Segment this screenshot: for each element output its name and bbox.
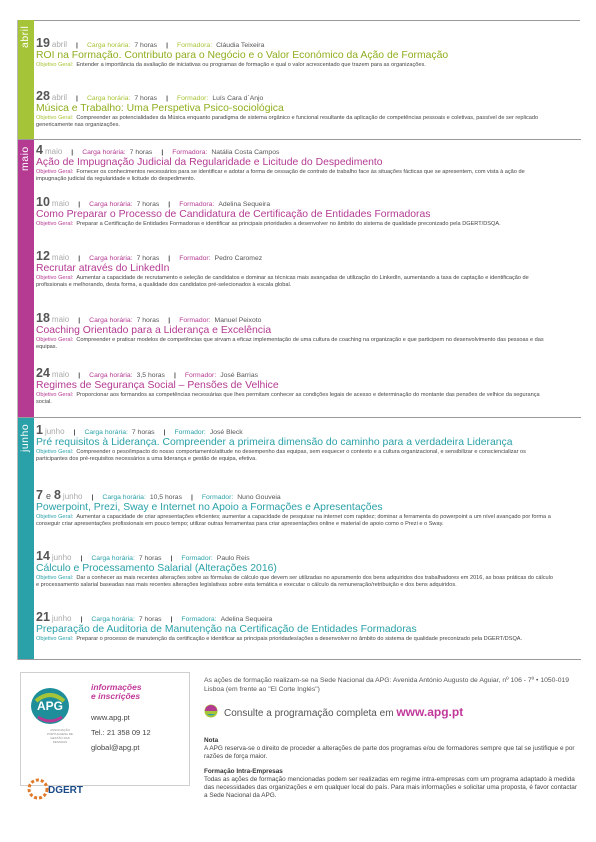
course-day: 19: [36, 36, 50, 50]
course-item: 14 junho | Carga horária: 7 horas | Formador: Paulo Reis Cálculo e Processamento Salarial (Alterações 2016) Objetivo Geral: Dar a conhecer as mais recentes alterações sobre as fórmulas de cálculo que devem ser utilizadas no apuramento dos bens adquiridos dos trabalhadores em 2016, as boas práticas do cálculo e processamento salarial baseadas nas mais recentes alterações legislativas sobre esta temática e executar o cálculo da remuneração/retribuição e dos bens adquiridos.: [36, 550, 576, 588]
course-title: Recrutar através do LinkedIn: [36, 263, 170, 274]
course-item: 12 maio | Carga horária: 7 horas | Formador: Pedro Caromez Recrutar através do LinkedIn Objetivo Geral: Aumentar a capacidade de recrutamento e seleção de candidatos e dominar as técnicas mais avançadas de utilização do LinkedIn, aumentando a taxa de captação e identificação de profissionais e melhorando, desta forma, a qualidade dos candidatos pré-selecionados à escala global.: [36, 250, 576, 288]
logo-subtitle: ASSOCIAÇÃO PORTUGUESA DE GESTÃO DAS PESSOAS: [47, 728, 73, 744]
trainer-label: Formadora:: [181, 616, 217, 623]
contact-box: [20, 672, 190, 786]
course-objective: Objetivo Geral: Compreender as potencialidades da Música enquanto paradigma de sistema orgânico e funcional resultante da aplicação de competências pessoais e coletivas, passível de ser replicado genericamente nas organizações.: [36, 115, 539, 128]
trainer-label: Formador:: [179, 317, 211, 324]
trainer-label: Formador:: [176, 95, 209, 102]
trainer-label: Formadora:: [179, 201, 215, 208]
course-month: junho: [51, 553, 72, 562]
course-hours: 7 horas: [134, 95, 158, 102]
course-trainer: Nuno Gouveia: [237, 494, 281, 501]
course-hours: 10,5 horas: [149, 494, 182, 501]
course-month: junho: [62, 492, 83, 501]
course-trainer: José Bleck: [209, 429, 243, 436]
notes-block: [204, 737, 580, 800]
course-trainer: Adelina Sequeira: [220, 616, 273, 623]
course-day-2: 8: [53, 488, 61, 502]
note-title: Nota: [204, 737, 219, 744]
course-day: 24: [36, 366, 50, 380]
course-day-joiner: e: [45, 491, 51, 501]
workload-label: Carga horária:: [89, 372, 133, 379]
course-hours: 7 horas: [129, 149, 153, 156]
course-title: Regimes de Segurança Social – Pensões de Velhice: [36, 380, 279, 391]
dgert-text: DGERT: [48, 785, 83, 796]
trainer-label: Formador:: [174, 429, 206, 436]
month-divider: [18, 659, 581, 660]
course-item: 28 abril | Carga horária: 7 horas | Formador: Luís Cara d´Anjo Música e Trabalho: Uma Perspetiva Psico-sociológica Objetivo Geral: Compreender as potencialidades da Música enquanto paradigma de sistema orgânico e funcional resultante da aplicação de competências pessoais e coletivas, passível de ser replicado genericamente nas organizações.: [36, 90, 576, 128]
course-month: maio: [51, 253, 70, 262]
course-hours: 7 horas: [136, 317, 160, 324]
course-item: 4 maio | Carga horária: 7 horas | Formadora: Natália Costa Campos Ação de Impugnação Judicial da Regularidade e Licitude do Despedimento Objetivo Geral: Fornecer os conhecimentos necessários para se identificar e adotar a forma de cessação de contrato de trabalho face às situações fácticas que se apresentem, com vista à ação de impugnação judicial da regularidade e licitude do despedimento.: [36, 144, 576, 182]
course-objective: Objetivo Geral: Fornecer os conhecimentos necessários para se identificar e adotar a forma de cessação de contrato de trabalho face às situações fácticas que se apresentem, com vista à ação de impugnação judicial da regularidade e licitude do despedimento.: [36, 169, 525, 182]
info-title: informações e inscrições: [91, 682, 142, 701]
course-objective: Objetivo Geral: Aumentar a capacidade de recrutamento e seleção de candidatos e dominar as técnicas mais avançadas de utilização do LinkedIn, aumentando a taxa de captação e identificação de profissionais e melhorando, desta forma, a qualidade dos candidatos pré-selecionados à escala global.: [36, 275, 529, 288]
course-hours: 7 horas: [134, 42, 158, 49]
course-item: 7 e 8 junho | Carga horária: 10,5 horas | Formador: Nuno Gouveia Powerpoint, Prezi, Sway e Internet no Apoio a Formações e Apresentações Objetivo Geral: Aumentar a capacidade de criar apresentações eficientes; aumentar a capacidade de pesquisar na internet com rapidez; dominar a ferramenta do powerpoint a um nível avançado por forma a conseguir criar apresentações profissionais em pouco tempo; utilizar outras ferramentas para criar apresentações online e material de apoio como o Prezi e o Sway.: [36, 489, 576, 527]
trainer-label: Formador:: [179, 255, 211, 262]
course-objective: Objetivo Geral: Compreender o peso/impacto do nosso comportamento/atitude no desempenho das equipas, sem esquecer o contexto e a cultura organizacional, e sensibilizar e consciencializar os participantes dos pré-requisitos necessários a uma liderança e gestão de equipa, efetiva.: [36, 449, 526, 462]
course-hours: 7 horas: [131, 429, 155, 436]
course-trainer: Manuel Peixoto: [214, 317, 262, 324]
note-text: A APG reserva-se o direito de proceder a alterações de parte dos programas e/ou de formadores sempre que tal se justifique e por razões de força maior.: [204, 745, 575, 761]
course-objective: Objetivo Geral: Entender a importância da avaliação de iniciativas ou programas de formação e qual o valor acrescentado que trazem para as organizações.: [36, 62, 426, 68]
month-label: maio: [19, 146, 31, 171]
course-hours: 7 horas: [138, 555, 162, 562]
course-month: abril: [51, 40, 68, 49]
course-hours: 3,5 horas: [136, 372, 165, 379]
course-item: 19 abril | Carga horária: 7 horas | Formadora: Cláudia Teixeira ROI na Formação. Contributo para o Negócio e o Valor Económico da Ação de Formação Objetivo Geral: Entender a importância da avaliação de iniciativas ou programas de formação e qual o valor acrescentado que trazem para as organizações.: [36, 37, 576, 69]
course-title: Preparação de Auditoria de Manutenção na Certificação de Entidades Formadoras: [36, 624, 417, 635]
course-objective: Objetivo Geral: Dar a conhecer as mais recentes alterações sobre as fórmulas de cálculo que devem ser utilizadas no apuramento dos bens adquiridos dos trabalhadores em 2016, as boas práticas do cálculo e processamento salarial baseadas nas mais recentes alterações legislativas sobre esta temática e executar o cálculo da remuneração/retribuição e dos bens adquiridos.: [36, 575, 553, 588]
course-month: junho: [51, 614, 72, 623]
inhouse-text: Todas as ações de formação mencionadas podem ser realizadas em regime intra-empresas com um programa adaptado à medida das necessidades das organizações e em qualquer local do país. Para mais informações e solicitar uma proposta, é favor contactar a Sede Nacional da APG.: [204, 775, 577, 800]
course-month: maio: [44, 147, 63, 156]
course-objective: Objetivo Geral: Preparar a Certificação de Entidades Formadoras e identificar as principais prioridades a desenvolver no âmbito do sistema de qualidade preconizado pela DGERT/DSQA.: [36, 221, 501, 227]
dgert-logo-icon: [26, 773, 86, 805]
course-item: 10 maio | Carga horária: 7 horas | Formadora: Adelina Sequeira Como Preparar o Processo de Candidatura de Certificação de Entidades Formadoras Objetivo Geral: Preparar a Certificação de Entidades Formadoras e identificar as principais prioridades a desenvolver no âmbito do sistema de qualidade preconizado pela DGERT/DSQA.: [36, 196, 576, 228]
course-title: ROI na Formação. Contributo para o Negócio e o Valor Económico da Ação de Formação: [36, 50, 449, 61]
course-hours: 7 horas: [136, 255, 160, 262]
course-objective: Objetivo Geral: Aumentar a capacidade de criar apresentações eficientes; aumentar a capacidade de pesquisar na internet com rapidez; dominar a ferramenta do powerpoint a um nível avançado por forma a conseguir criar apresentações profissionais em pouco tempo; utilizar outras ferramentas para criar apresentações online e material de apoio como o Prezi e o Sway.: [36, 514, 551, 527]
trainer-label: Formador:: [184, 372, 217, 379]
website-link[interactable]: www.apg.pt: [91, 713, 130, 722]
course-day: 14: [36, 549, 50, 563]
course-trainer: Adelina Sequeira: [218, 201, 271, 208]
course-trainer: Paulo Reis: [216, 555, 250, 562]
course-objective: Objetivo Geral: Proporcionar aos formandos as competências necessárias que lhes permitam conhecer as condições legais de acesso e determinação do montante das pensões de velhice da segurança social.: [36, 392, 540, 405]
course-trainer: Luís Cara d´Anjo: [212, 95, 264, 102]
workload-label: Carga horária:: [86, 42, 131, 49]
venue-address: As ações de formação realizam-se na Sede Nacional da APG: Avenida António Augusto de Aguiar, nº 106 - 7º • 1050-019 Lisboa (em frente ao "El Corte Inglés"): [204, 677, 570, 693]
course-month: junho: [44, 427, 65, 436]
course-month: maio: [51, 199, 70, 208]
course-month: maio: [51, 315, 70, 324]
course-trainer: Pedro Caromez: [214, 255, 263, 262]
trainer-label: Formadora:: [176, 42, 213, 49]
course-title: Como Preparar o Processo de Candidatura de Certificação de Entidades Formadoras: [36, 209, 431, 220]
course-day: 28: [36, 89, 50, 103]
course-item: 21 junho | Carga horária: 7 horas | Formadora: Adelina Sequeira Preparação de Auditoria de Manutenção na Certificação de Entidades Formadoras Objetivo Geral: Preparar o processo de manutenção da certificação e identificar as principais prioridades/ações a desenvolver no âmbito do sistema de qualidade preconizado pela DGERT/DSQA.: [36, 611, 576, 643]
course-day: 18: [36, 311, 50, 325]
phone-number: Tel.: 21 358 09 12: [91, 728, 151, 737]
course-title: Coaching Orientado para a Liderança e Excelência: [36, 325, 272, 336]
course-trainer: Natália Costa Campos: [211, 149, 280, 156]
course-month: maio: [51, 370, 70, 379]
consult-link[interactable]: www.apg.pt: [396, 705, 464, 719]
logo-text: APG: [36, 699, 64, 713]
month-label: abril: [19, 26, 31, 49]
trainer-label: Formador:: [181, 555, 213, 562]
course-title: Powerpoint, Prezi, Sway e Internet no Apoio a Formações e Apresentações: [36, 502, 383, 513]
course-trainer: Cláudia Teixeira: [216, 42, 265, 49]
course-hours: 7 horas: [136, 201, 160, 208]
trainer-label: Formador:: [201, 494, 234, 501]
course-day: 21: [36, 610, 50, 624]
course-day: 4: [36, 143, 43, 157]
workload-label: Carga horária:: [102, 494, 146, 501]
workload-label: Carga horária:: [89, 317, 133, 324]
course-title: Ação de Impugnação Judicial da Regularidade e Licitude do Despedimento: [36, 157, 383, 168]
workload-label: Carga horária:: [91, 555, 135, 562]
course-item: 1 junho | Carga horária: 7 horas | Formador: José Bleck Pré requisitos à Liderança. Compreender a primeira dimensão do caminho para a verdadeira Liderança Objetivo Geral: Compreender o peso/impacto do nosso comportamento/atitude no desempenho das equipas, sem esquecer o contexto e a cultura organizacional, e sensibilizar e consciencializar os participantes dos pré-requisitos necessários a uma liderança e gestão de equipa, efetiva.: [36, 424, 576, 462]
workload-label: Carga horária:: [86, 95, 131, 102]
course-objective: Objetivo Geral: Compreender e praticar modelos de competências que sirvam a eficaz implementação de uma cultura de coaching na organização e que participem no desenvolvimento das pessoas e das equipas.: [36, 337, 544, 350]
workload-label: Carga horária:: [84, 429, 128, 436]
course-month: abril: [51, 93, 68, 102]
course-item: 18 maio | Carga horária: 7 horas | Formador: Manuel Peixoto Coaching Orientado para a Liderança e Excelência Objetivo Geral: Compreender e praticar modelos de competências que sirvam a eficaz implementação de uma cultura de coaching na organização e que participem no desenvolvimento das pessoas e das equipas.: [36, 312, 576, 350]
course-day: 1: [36, 423, 43, 437]
globe-icon: [204, 704, 218, 718]
workload-label: Carga horária:: [91, 616, 135, 623]
course-trainer: José Barrias: [220, 372, 258, 379]
course-item: 24 maio | Carga horária: 3,5 horas | Formador: José Barrias Regimes de Segurança Social – Pensões de Velhice Objetivo Geral: Proporcionar aos formandos as competências necessárias que lhes permitam conhecer as condições legais de acesso e determinação do montante das pensões de velhice da segurança social.: [36, 367, 576, 405]
course-title: Música e Trabalho: Uma Perspetiva Psico-sociológica: [36, 103, 284, 114]
consult-line: Consulte a programação completa em www.apg.pt: [224, 705, 464, 719]
apg-logo-icon: [30, 687, 70, 725]
trainer-label: Formadora:: [172, 149, 208, 156]
workload-label: Carga horária:: [82, 149, 126, 156]
course-day: 12: [36, 249, 50, 263]
email-link[interactable]: global@apg.pt: [91, 743, 140, 752]
course-hours: 7 horas: [138, 616, 162, 623]
workload-label: Carga horária:: [89, 255, 133, 262]
month-label: junho: [19, 424, 31, 453]
course-title: Pré requisitos à Liderança. Compreender a primeira dimensão do caminho para a verdadeira Liderança: [36, 437, 513, 448]
inhouse-title: Formação Intra-Empresas: [204, 767, 283, 775]
course-day: 7: [36, 488, 43, 502]
workload-label: Carga horária:: [89, 201, 133, 208]
course-objective: Objetivo Geral: Preparar o processo de manutenção da certificação e identificar as principais prioridades/ações a desenvolver no âmbito do sistema de qualidade preconizado pela DGERT/DSQA.: [36, 636, 523, 642]
course-day: 10: [36, 195, 50, 209]
course-title: Cálculo e Processamento Salarial (Alterações 2016): [36, 563, 277, 574]
